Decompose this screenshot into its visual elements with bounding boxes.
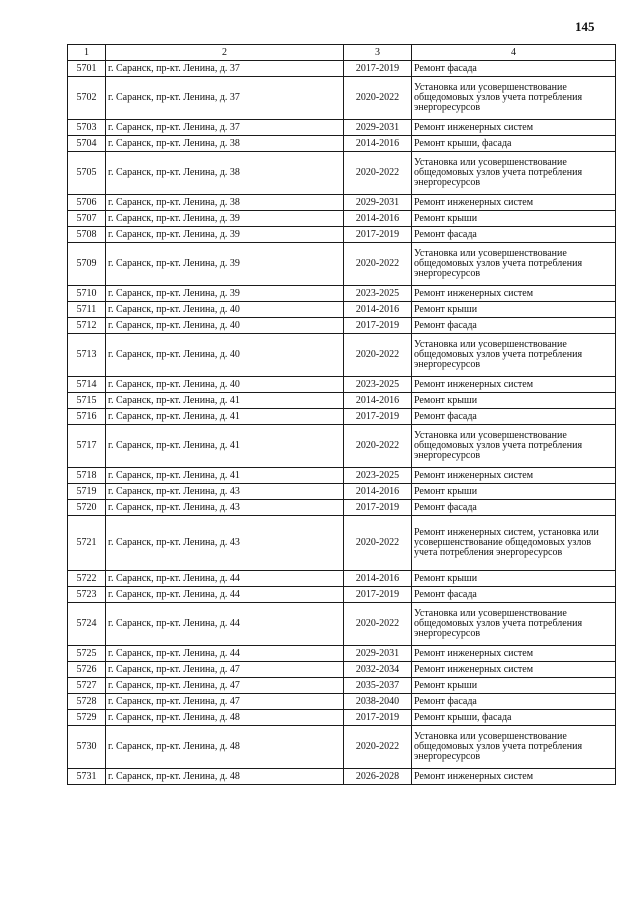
address-cell: г. Саранск, пр-кт. Ленина, д. 38: [106, 195, 344, 211]
table-row: [68, 393, 616, 409]
column-header-1: 1: [68, 45, 106, 61]
period-cell: 2038-2040: [344, 694, 412, 710]
table-row: [68, 603, 616, 646]
work-type-cell: Установка или усовершенствование общедомовых узлов учета потребления энергоресурсов: [412, 243, 616, 286]
work-type-cell: Ремонт фасада: [412, 61, 616, 77]
period-cell: 2017-2019: [344, 409, 412, 425]
table-row: [68, 302, 616, 318]
row-number-cell: 5702: [68, 77, 106, 120]
period-cell: 2032-2034: [344, 662, 412, 678]
period-cell: 2023-2025: [344, 377, 412, 393]
work-type-cell: Ремонт крыши: [412, 571, 616, 587]
period-cell: 2035-2037: [344, 678, 412, 694]
work-type-cell: Ремонт крыши: [412, 302, 616, 318]
work-type-cell: Ремонт фасада: [412, 227, 616, 243]
address-cell: г. Саранск, пр-кт. Ленина, д. 38: [106, 152, 344, 195]
period-cell: 2020-2022: [344, 152, 412, 195]
row-number-cell: 5717: [68, 425, 106, 468]
row-number-cell: 5705: [68, 152, 106, 195]
work-type-cell: Ремонт крыши: [412, 484, 616, 500]
period-cell: 2020-2022: [344, 243, 412, 286]
table-row: [68, 227, 616, 243]
address-cell: г. Саранск, пр-кт. Ленина, д. 41: [106, 393, 344, 409]
period-cell: 2017-2019: [344, 61, 412, 77]
period-cell: 2014-2016: [344, 136, 412, 152]
work-type-cell: Ремонт инженерных систем: [412, 662, 616, 678]
table-row: [68, 243, 616, 286]
work-type-cell: Установка или усовершенствование общедомовых узлов учета потребления энергоресурсов: [412, 603, 616, 646]
address-cell: г. Саранск, пр-кт. Ленина, д. 39: [106, 243, 344, 286]
address-cell: г. Саранск, пр-кт. Ленина, д. 47: [106, 678, 344, 694]
address-cell: г. Саранск, пр-кт. Ленина, д. 39: [106, 227, 344, 243]
row-number-cell: 5711: [68, 302, 106, 318]
table-row: [68, 678, 616, 694]
row-number-cell: 5726: [68, 662, 106, 678]
work-type-cell: Установка или усовершенствование общедомовых узлов учета потребления энергоресурсов: [412, 77, 616, 120]
address-cell: г. Саранск, пр-кт. Ленина, д. 40: [106, 318, 344, 334]
row-number-cell: 5704: [68, 136, 106, 152]
work-type-cell: Установка или усовершенствование общедомовых узлов учета потребления энергоресурсов: [412, 726, 616, 769]
row-number-cell: 5714: [68, 377, 106, 393]
row-number-cell: 5721: [68, 516, 106, 571]
table-row: [68, 484, 616, 500]
work-type-cell: Ремонт крыши, фасада: [412, 710, 616, 726]
work-type-cell: Ремонт крыши: [412, 211, 616, 227]
column-header-2: 2: [106, 45, 344, 61]
row-number-cell: 5722: [68, 571, 106, 587]
work-type-cell: Ремонт фасада: [412, 409, 616, 425]
work-type-cell: Ремонт инженерных систем: [412, 769, 616, 785]
row-number-cell: 5715: [68, 393, 106, 409]
row-number-cell: 5703: [68, 120, 106, 136]
table-row: [68, 409, 616, 425]
table-row: [68, 377, 616, 393]
table-row: [68, 61, 616, 77]
row-number-cell: 5707: [68, 211, 106, 227]
table-row: [68, 468, 616, 484]
period-cell: 2026-2028: [344, 769, 412, 785]
table-row: [68, 152, 616, 195]
address-cell: г. Саранск, пр-кт. Ленина, д. 47: [106, 662, 344, 678]
address-cell: г. Саранск, пр-кт. Ленина, д. 39: [106, 211, 344, 227]
row-number-cell: 5718: [68, 468, 106, 484]
table-row: [68, 516, 616, 571]
address-cell: г. Саранск, пр-кт. Ленина, д. 40: [106, 302, 344, 318]
address-cell: г. Саранск, пр-кт. Ленина, д. 44: [106, 587, 344, 603]
work-type-cell: Установка или усовершенствование общедомовых узлов учета потребления энергоресурсов: [412, 152, 616, 195]
period-cell: 2017-2019: [344, 710, 412, 726]
row-number-cell: 5713: [68, 334, 106, 377]
row-number-cell: 5719: [68, 484, 106, 500]
work-type-cell: Ремонт фасада: [412, 587, 616, 603]
address-cell: г. Саранск, пр-кт. Ленина, д. 39: [106, 286, 344, 302]
row-number-cell: 5720: [68, 500, 106, 516]
address-cell: г. Саранск, пр-кт. Ленина, д. 43: [106, 500, 344, 516]
row-number-cell: 5716: [68, 409, 106, 425]
address-cell: г. Саранск, пр-кт. Ленина, д. 38: [106, 136, 344, 152]
address-cell: г. Саранск, пр-кт. Ленина, д. 44: [106, 646, 344, 662]
work-type-cell: Ремонт фасада: [412, 318, 616, 334]
period-cell: 2029-2031: [344, 120, 412, 136]
address-cell: г. Саранск, пр-кт. Ленина, д. 43: [106, 484, 344, 500]
table-row: [68, 726, 616, 769]
period-cell: 2017-2019: [344, 587, 412, 603]
row-number-cell: 5708: [68, 227, 106, 243]
table-row: [68, 136, 616, 152]
table-row: [68, 318, 616, 334]
period-cell: 2014-2016: [344, 484, 412, 500]
table-row: [68, 195, 616, 211]
work-type-cell: Ремонт инженерных систем: [412, 120, 616, 136]
work-type-cell: Ремонт инженерных систем, установка или усовершенствование общедомовых узлов учета потребления энергоресурсов: [412, 516, 616, 571]
row-number-cell: 5710: [68, 286, 106, 302]
table-row: [68, 587, 616, 603]
work-type-cell: Установка или усовершенствование общедомовых узлов учета потребления энергоресурсов: [412, 425, 616, 468]
header-row: [68, 45, 616, 61]
work-type-cell: Установка или усовершенствование общедомовых узлов учета потребления энергоресурсов: [412, 334, 616, 377]
row-number-cell: 5725: [68, 646, 106, 662]
table-row: [68, 694, 616, 710]
table-row: [68, 334, 616, 377]
repair-schedule-table: [67, 44, 616, 785]
period-cell: 2014-2016: [344, 302, 412, 318]
row-number-cell: 5730: [68, 726, 106, 769]
row-number-cell: 5723: [68, 587, 106, 603]
address-cell: г. Саранск, пр-кт. Ленина, д. 48: [106, 726, 344, 769]
period-cell: 2023-2025: [344, 468, 412, 484]
period-cell: 2020-2022: [344, 77, 412, 120]
row-number-cell: 5728: [68, 694, 106, 710]
row-number-cell: 5727: [68, 678, 106, 694]
table-row: [68, 646, 616, 662]
work-type-cell: Ремонт инженерных систем: [412, 377, 616, 393]
address-cell: г. Саранск, пр-кт. Ленина, д. 40: [106, 334, 344, 377]
table-row: [68, 286, 616, 302]
work-type-cell: Ремонт инженерных систем: [412, 286, 616, 302]
work-type-cell: Ремонт инженерных систем: [412, 195, 616, 211]
work-type-cell: Ремонт фасада: [412, 694, 616, 710]
column-header-3: 3: [344, 45, 412, 61]
address-cell: г. Саранск, пр-кт. Ленина, д. 44: [106, 571, 344, 587]
address-cell: г. Саранск, пр-кт. Ленина, д. 43: [106, 516, 344, 571]
address-cell: г. Саранск, пр-кт. Ленина, д. 37: [106, 120, 344, 136]
period-cell: 2020-2022: [344, 603, 412, 646]
work-type-cell: Ремонт крыши, фасада: [412, 136, 616, 152]
row-number-cell: 5729: [68, 710, 106, 726]
address-cell: г. Саранск, пр-кт. Ленина, д. 44: [106, 603, 344, 646]
row-number-cell: 5706: [68, 195, 106, 211]
table-row: [68, 571, 616, 587]
work-type-cell: Ремонт инженерных систем: [412, 468, 616, 484]
table-row: [68, 77, 616, 120]
period-cell: 2014-2016: [344, 393, 412, 409]
address-cell: г. Саранск, пр-кт. Ленина, д. 41: [106, 425, 344, 468]
address-cell: г. Саранск, пр-кт. Ленина, д. 48: [106, 710, 344, 726]
period-cell: 2029-2031: [344, 195, 412, 211]
period-cell: 2020-2022: [344, 334, 412, 377]
page-number: 145: [575, 19, 595, 34]
address-cell: г. Саранск, пр-кт. Ленина, д. 48: [106, 769, 344, 785]
table-row: [68, 500, 616, 516]
row-number-cell: 5709: [68, 243, 106, 286]
column-header-4: 4: [412, 45, 616, 61]
table-row: [68, 120, 616, 136]
table-row: [68, 662, 616, 678]
work-type-cell: Ремонт крыши: [412, 678, 616, 694]
address-cell: г. Саранск, пр-кт. Ленина, д. 41: [106, 468, 344, 484]
table-row: [68, 710, 616, 726]
table-row: [68, 211, 616, 227]
row-number-cell: 5701: [68, 61, 106, 77]
address-cell: г. Саранск, пр-кт. Ленина, д. 37: [106, 77, 344, 120]
table-row: [68, 769, 616, 785]
period-cell: 2017-2019: [344, 318, 412, 334]
period-cell: 2020-2022: [344, 726, 412, 769]
period-cell: 2014-2016: [344, 571, 412, 587]
period-cell: 2014-2016: [344, 211, 412, 227]
table-row: [68, 425, 616, 468]
row-number-cell: 5724: [68, 603, 106, 646]
period-cell: 2023-2025: [344, 286, 412, 302]
address-cell: г. Саранск, пр-кт. Ленина, д. 41: [106, 409, 344, 425]
period-cell: 2020-2022: [344, 425, 412, 468]
period-cell: 2017-2019: [344, 227, 412, 243]
address-cell: г. Саранск, пр-кт. Ленина, д. 37: [106, 61, 344, 77]
work-type-cell: Ремонт крыши: [412, 393, 616, 409]
row-number-cell: 5731: [68, 769, 106, 785]
table-body: [68, 61, 616, 785]
address-cell: г. Саранск, пр-кт. Ленина, д. 40: [106, 377, 344, 393]
work-type-cell: Ремонт фасада: [412, 500, 616, 516]
address-cell: г. Саранск, пр-кт. Ленина, д. 47: [106, 694, 344, 710]
period-cell: 2017-2019: [344, 500, 412, 516]
row-number-cell: 5712: [68, 318, 106, 334]
period-cell: 2020-2022: [344, 516, 412, 571]
work-type-cell: Ремонт инженерных систем: [412, 646, 616, 662]
period-cell: 2029-2031: [344, 646, 412, 662]
